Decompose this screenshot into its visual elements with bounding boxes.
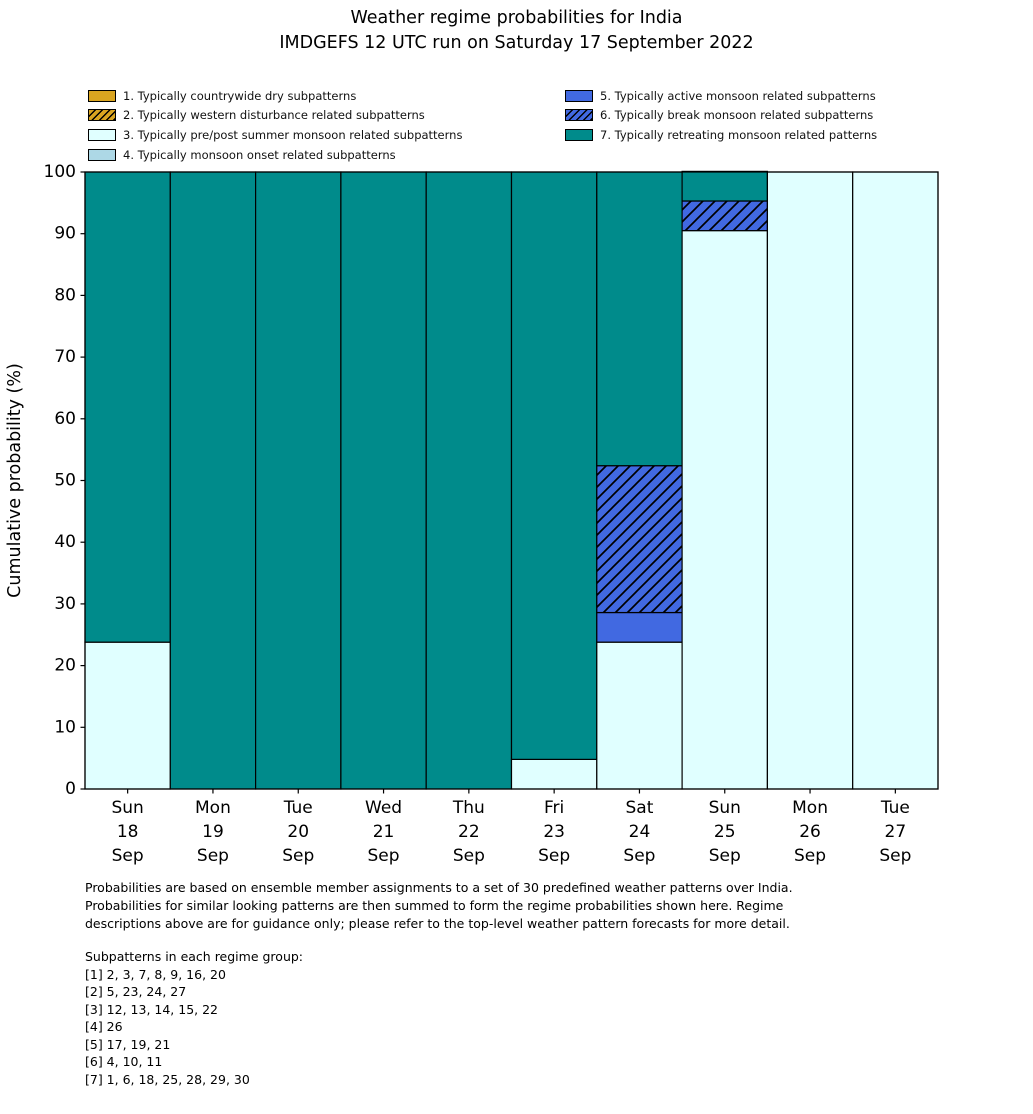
legend-item-label: 5. Typically active monsoon related subpatterns (600, 88, 876, 103)
bar-segment (597, 172, 682, 466)
y-tick-label: 20 (54, 655, 76, 676)
y-tick-label: 80 (54, 285, 76, 306)
legend-item (565, 125, 877, 145)
bar-segment (512, 172, 597, 759)
x-tick-label: Mon 19 Sep (195, 798, 231, 866)
x-tick-label: Tue 27 Sep (879, 798, 912, 866)
legend-item-label: 1. Typically countrywide dry subpatterns (123, 88, 357, 103)
subpatterns-list (85, 948, 685, 1088)
y-axis-label: Cumulative probability (%) (5, 363, 25, 598)
subpatterns-line: [6] 4, 10, 11 (85, 1054, 163, 1069)
x-tick-label: Sun 18 Sep (111, 798, 144, 866)
x-tick-label: Tue 20 Sep (282, 798, 315, 866)
title-line-2: IMDGEFS 12 UTC run on Saturday 17 September 2022 (279, 32, 754, 53)
y-tick-label: 50 (54, 470, 76, 491)
subpatterns-line: Subpatterns in each regime group: (85, 949, 304, 964)
bar-segment (597, 613, 682, 643)
legend-column-left (88, 86, 462, 164)
legend-item (565, 86, 877, 106)
legend-item-label: 6. Typically break monsoon related subpatterns (600, 108, 874, 123)
y-tick-label: 10 (54, 717, 76, 738)
y-tick-label: 100 (43, 162, 76, 182)
subpatterns-line: [7] 1, 6, 18, 25, 28, 29, 30 (85, 1071, 250, 1087)
footnote-line: Probabilities for similar looking patterns are then summed to form the regime probabilities shown here. Regime (85, 898, 784, 913)
bar-segment (682, 171, 767, 201)
chart-canvas (0, 160, 1033, 880)
y-tick-label: 70 (54, 347, 76, 368)
legend-item-label: 4. Typically monsoon onset related subpatterns (123, 147, 396, 162)
y-tick-label: 90 (54, 223, 76, 244)
legend-swatch (565, 90, 593, 102)
legend-column-right (565, 86, 877, 145)
footnote-line: Probabilities are based on ensemble member assignments to a set of 30 predefined weather patterns over India. (85, 880, 793, 895)
bar-segment (426, 172, 511, 789)
legend-swatch-hatched (565, 109, 593, 121)
bar-segment (85, 642, 170, 789)
figure-title (0, 6, 1033, 55)
subpatterns-line: [3] 12, 13, 14, 15, 22 (85, 1001, 218, 1017)
y-tick-label: 30 (54, 593, 76, 614)
subpatterns-line: [5] 17, 19, 21 (85, 1036, 171, 1052)
bar-segment-hatch (682, 201, 767, 231)
legend-item-label: 2. Typically western disturbance related subpatterns (123, 108, 425, 123)
y-tick-label: 60 (54, 408, 76, 429)
legend-item-label: 3. Typically pre/post summer monsoon related subpatterns (123, 127, 463, 142)
footnote-line: descriptions above are for guidance only; please refer to the top-level weather pattern forecasts for more detail. (85, 916, 790, 931)
x-tick-label: Fri 23 Sep (538, 798, 571, 866)
bar-segment (256, 172, 341, 789)
legend-item (88, 86, 462, 106)
x-tick-label: Wed 21 Sep (365, 798, 403, 866)
footnote-text (85, 879, 985, 933)
legend-item (88, 106, 462, 126)
bar-segment (853, 172, 938, 789)
bar-segment-hatch (597, 466, 682, 613)
legend-item-label: 7. Typically retreating monsoon related patterns (600, 127, 878, 142)
bar-segment (597, 642, 682, 789)
y-tick-label: 40 (54, 532, 76, 553)
bar-segment (767, 172, 852, 789)
legend-swatch (88, 90, 116, 102)
bar-segment (341, 172, 426, 789)
x-tick-label: Mon 26 Sep (792, 798, 828, 866)
title-line-1: Weather regime probabilities for India (350, 8, 683, 28)
x-tick-label: Thu 22 Sep (452, 798, 485, 866)
legend-swatch (565, 129, 593, 141)
bar-segment (170, 172, 255, 789)
legend-swatch-hatched (88, 109, 116, 121)
y-tick-label: 0 (65, 779, 76, 799)
bar-segment (682, 231, 767, 789)
legend-swatch (88, 129, 116, 141)
x-tick-label: Sat 24 Sep (623, 798, 656, 866)
bar-segment (512, 759, 597, 789)
legend-item (88, 125, 462, 145)
subpatterns-line: [2] 5, 23, 24, 27 (85, 984, 187, 999)
subpatterns-line: [1] 2, 3, 7, 8, 9, 16, 20 (85, 966, 226, 982)
legend (0, 86, 1033, 166)
stacked-bar-chart (0, 160, 1033, 880)
bar-segment (85, 172, 170, 642)
x-tick-label: Sun 25 Sep (708, 798, 741, 866)
legend-swatch (88, 149, 116, 161)
subpatterns-line: [4] 26 (85, 1019, 123, 1034)
legend-item (565, 106, 877, 126)
